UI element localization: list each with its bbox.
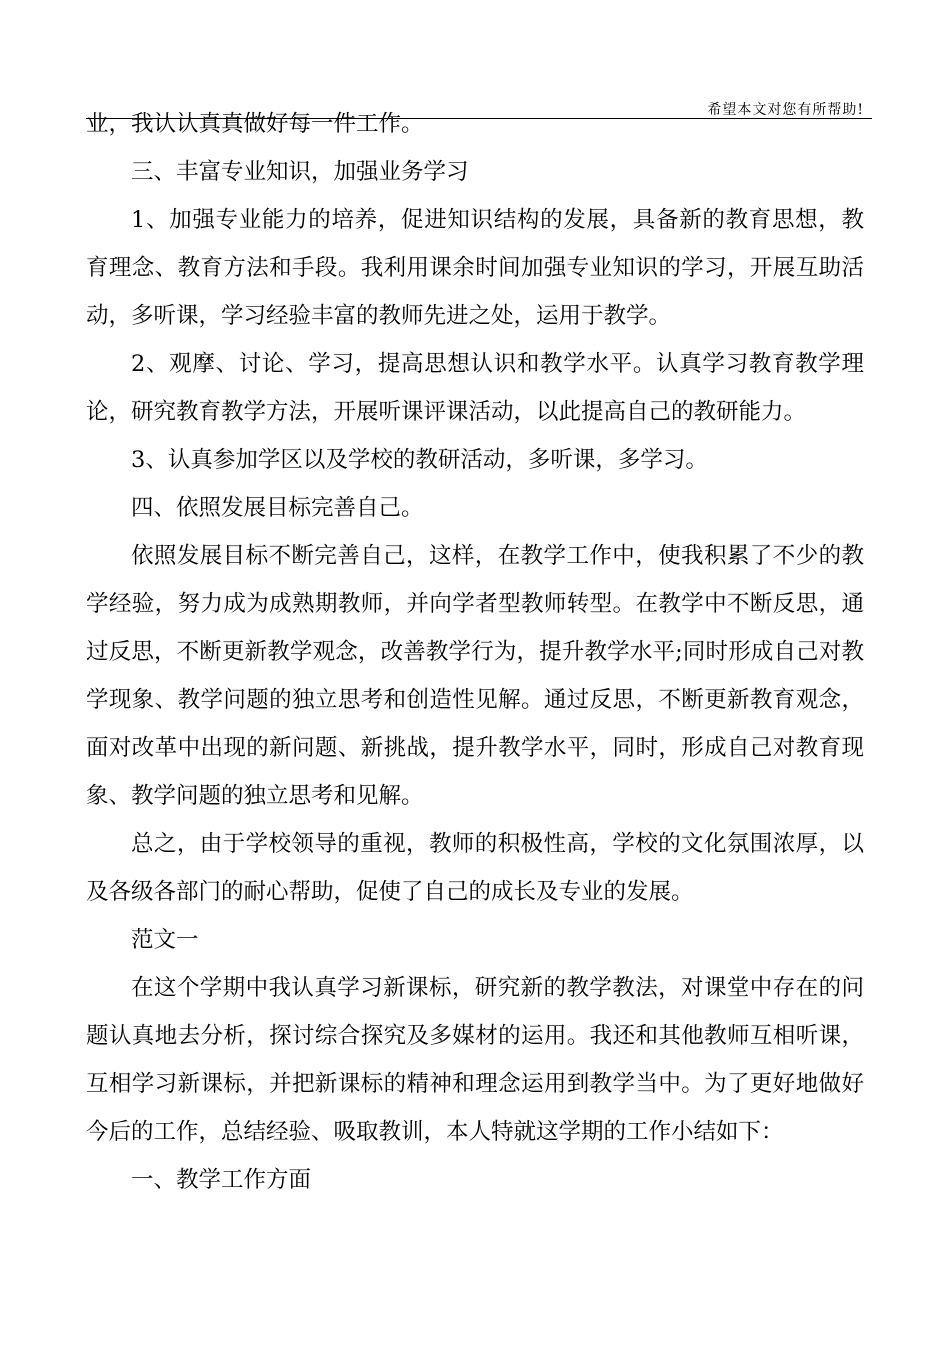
paragraph: 总之，由于学校领导的重视，教师的积极性高，学校的文化氛围浓厚，以及各级各部门的耐心帮助，促使了自己的成长及专业的发展。 <box>86 831 864 905</box>
section-heading: 三、丰富专业知识，加强业务学习 <box>131 159 469 185</box>
section-heading: 一、教学工作方面 <box>131 1167 312 1193</box>
section-heading: 四、依照发展目标完善自己。 <box>131 495 424 521</box>
paragraph: 1、加强专业能力的培养，促进知识结构的发展，具备新的教育思想，教育理念、教育方法和手段。我利用课余时间加强专业知识的学习，开展互助活动，多听课，学习经验丰富的教师先进之处，运用于教学。 <box>86 207 864 329</box>
document-body <box>86 100 864 1204</box>
paragraph: 在这个学期中我认真学习新课标，研究新的教学教法，对课堂中存在的问题认真地去分析，探讨综合探究及多媒材的运用。我还和其他教师互相听课，互相学习新课标，并把新课标的精神和理念运用到教学当中。为了更好地做好今后的工作，总结经验、吸取教训，本人特就这学期的工作小结如下： <box>86 975 864 1145</box>
section-heading: 范文一 <box>131 927 199 953</box>
paragraph: 3、认真参加学区以及学校的教研活动，多听课，多学习。 <box>131 447 708 473</box>
header-note: 希望本文对您有所帮助! <box>707 102 864 118</box>
paragraph: 2、观摩、讨论、学习，提高思想认识和教学水平。认真学习教育教学理论，研究教育教学方法，开展听课评课活动，以此提高自己的教研能力。 <box>86 351 864 425</box>
paragraph: 依照发展目标不断完善自己，这样，在教学工作中，使我积累了不少的教学经验，努力成为成熟期教师，并向学者型教师转型。在教学中不断反思，通过反思，不断更新教学观念，改善教学行为，提升教学水平;同时形成自己对教学现象、教学问题的独立思考和创造性见解。通过反思，不断更新教育观念，面对改革中出现的新问题、新挑战，提升教学水平，同时，形成自己对教育现象、教学问题的独立思考和见解。 <box>86 543 864 809</box>
paragraph: 业，我认认真真做好每一件工作。 <box>86 111 424 137</box>
